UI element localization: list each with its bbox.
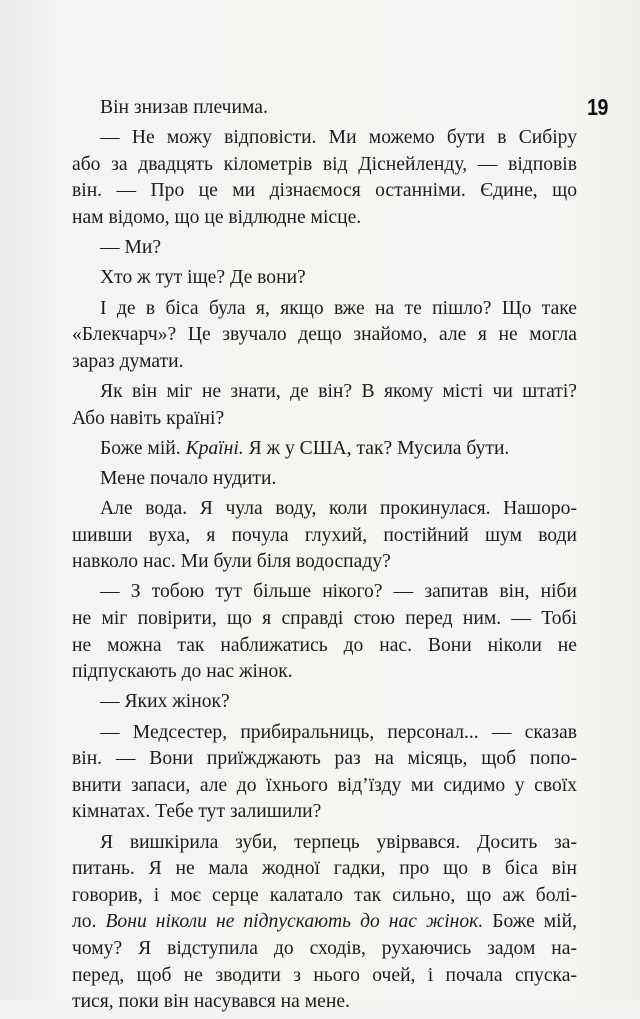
paragraph (72, 95, 577, 122)
text-line: питань. Я не мала жодної гадки, про що в біса він (72, 858, 577, 880)
text-line: «Блекчарч»? Це звучало дещо знайомо, але я не могла (72, 324, 577, 346)
text-line (72, 909, 577, 936)
text-line: або за двадцять кілометрів від Діснейленду, — відповів (72, 153, 577, 175)
paragraph (72, 296, 577, 376)
paragraph (72, 265, 577, 292)
text-line: — Яких жінок? (100, 691, 230, 713)
text-line: тися, поки він насувався на мене. (72, 991, 350, 1013)
paragraph (72, 235, 577, 262)
paragraph (72, 379, 577, 432)
text-line: кімнатах. Тебе тут залишили? (72, 801, 322, 823)
text-line: Хто ж тут іще? Де вони? (100, 267, 306, 289)
text-run: Я ж у США, так? Мусила бути. (243, 437, 510, 459)
text-line: І де в біса була я, якщо вже на те пішло? Що таке (100, 297, 577, 319)
text-line: не міг повірити, що я справді стою перед ним. — Тобі (72, 608, 577, 630)
text-line: підпускають до нас жінок. (72, 661, 293, 683)
text-line: перед, щоб не зводити з нього очей, і почала спуска- (72, 964, 577, 986)
text-line (100, 436, 577, 463)
page-number: 19 (587, 94, 608, 120)
paragraph (72, 830, 577, 1016)
paragraph (72, 720, 577, 826)
text-line: він. — Про це ми дізнаємося останніми. Єдине, що (72, 180, 577, 202)
text-line: — Медсестер, прибиральниць, персонал... — сказав (100, 721, 577, 743)
text-line: — Не можу відповісти. Ми можемо бути в Сибіру (100, 127, 577, 149)
text-line: чому? Я відступила до сходів, рухаючись задом на- (72, 937, 577, 959)
text-line: Але вода. Я чула воду, коли прокинулася. Нашоро- (100, 498, 577, 520)
paragraph (72, 496, 577, 576)
text-run: Боже мій, (483, 911, 578, 933)
italic-text-run: Країні. (185, 437, 244, 459)
text-line: Я вишкірила зуби, терпець увірвався. Досить за- (100, 831, 577, 853)
paragraph (72, 125, 577, 231)
text-line: Як він міг не знати, де він? В якому місті чи штаті? (100, 380, 577, 402)
text-run: Боже мій. (100, 437, 186, 459)
text-line: Мене почало нудити. (100, 467, 277, 489)
text-line: шивши вуха, я почула глухий, постійний шум води (72, 524, 577, 546)
text-line: внити запаси, але до їхнього від’їзду ми сидимо у своїх (72, 774, 577, 796)
body-text (72, 95, 577, 1019)
text-line: навколо нас. Ми були біля водоспаду? (72, 551, 391, 573)
paragraph (72, 436, 577, 493)
text-line: нам відомо, що це відлюдне місце. (72, 206, 362, 228)
text-line: він. — Вони приїжджають раз на місяць, щоб попо- (72, 748, 577, 770)
text-line: не можна так наближатись до нас. Вони ніколи не (72, 634, 577, 656)
text-run: ло. (72, 911, 106, 933)
text-line: говорив, і моє серце калатало так сильно, що аж болі- (72, 884, 577, 906)
text-line: — Ми? (100, 237, 162, 259)
text-line: — З тобою тут більше нікого? — запитав він, ніби (100, 581, 577, 603)
paragraph (72, 689, 577, 716)
paragraph (72, 579, 577, 685)
text-line: зараз думати. (72, 350, 184, 372)
text-line: Він знизав плечима. (100, 97, 268, 118)
italic-text-run: Вони ніколи не підпускають до нас жінок. (105, 911, 484, 933)
text-line: Або навіть країні? (72, 407, 225, 429)
